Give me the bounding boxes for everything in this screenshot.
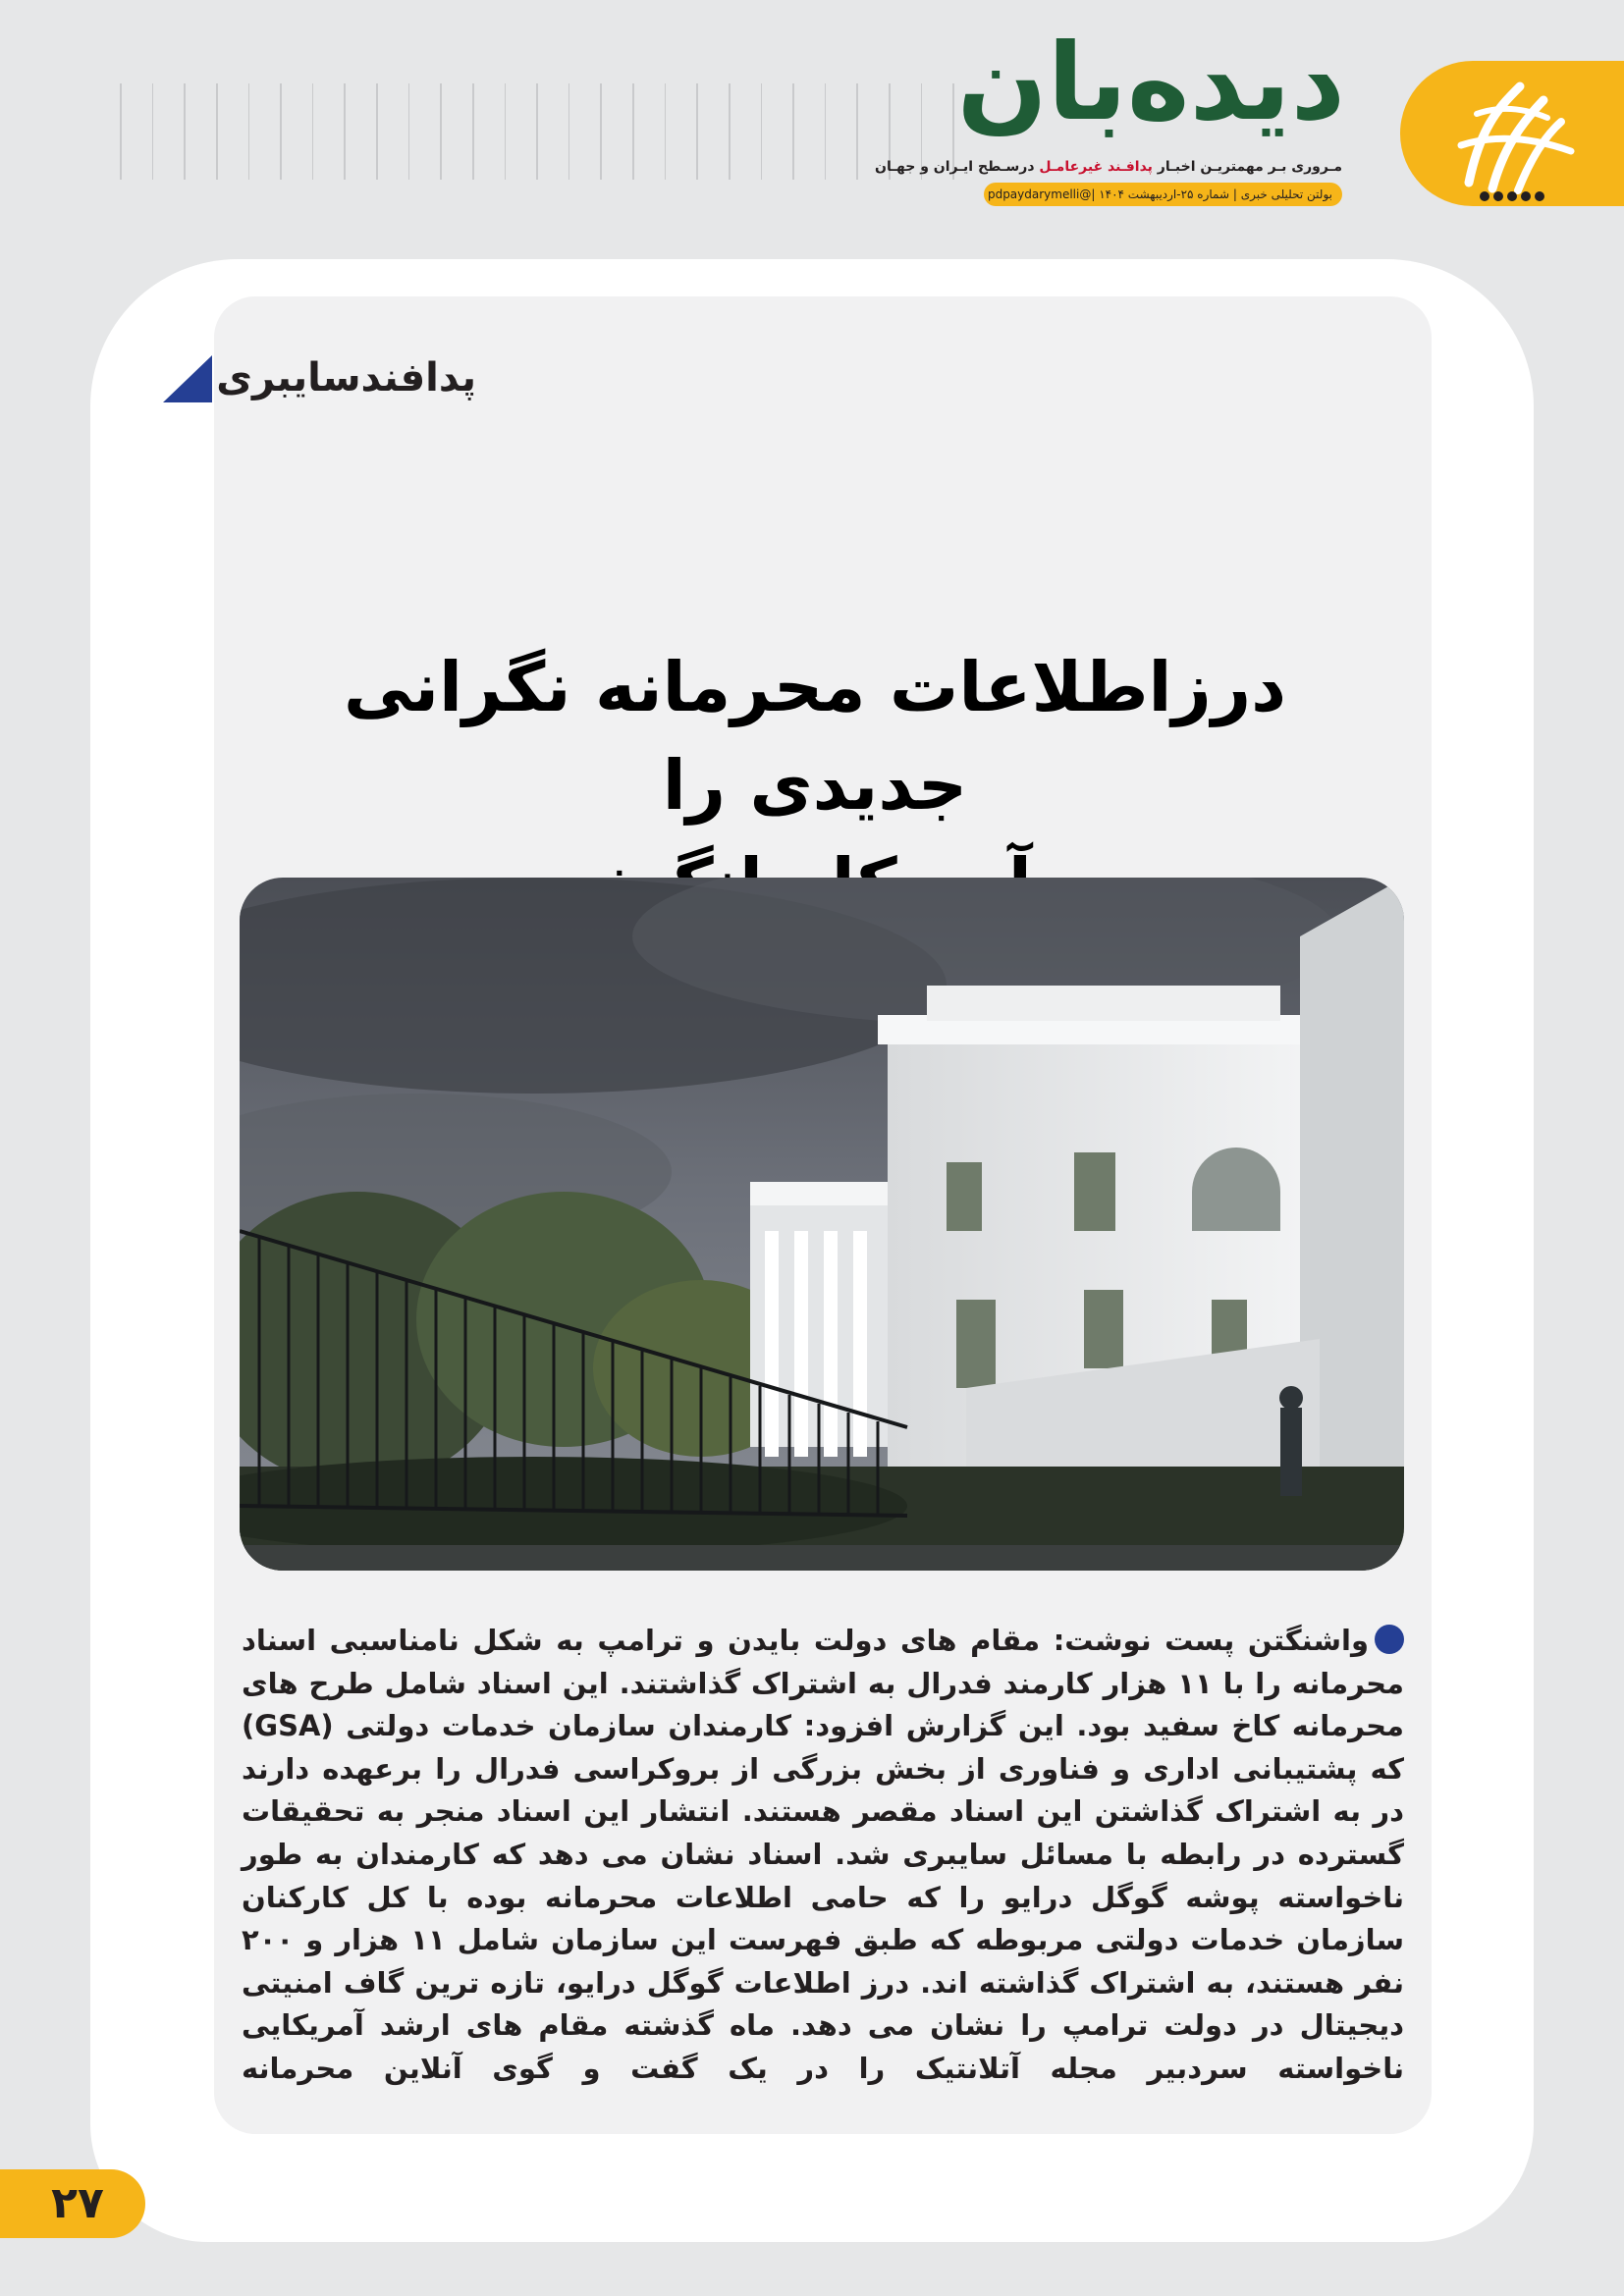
section-tag: پدافندسایبری [216,355,476,400]
corner-logo-badge [1400,61,1624,206]
masthead-logo: دیده‌بان [956,22,1345,144]
social-handle: @pdpaydarymelli [987,187,1092,201]
headline-line-1: درزاطلاعات محرمانه نگرانی جدیدی را [343,647,1287,826]
header-decorative-stripes [120,83,954,180]
white-house-photo [240,878,1404,1571]
tagline-before: مـروری بـر مهمتریـن اخبـار [1157,159,1342,175]
bulletin-info: بولتن تحلیلی خبری | شماره ۲۵-اردیبهشت ۱۴۰۴ | [1091,187,1332,201]
bulletin-info-bar [984,183,1342,206]
paragraph-bullet-icon [1375,1625,1404,1654]
article-photo [240,878,1404,1571]
tagline-after: درسـطح ایـران و جهـان [875,159,1035,175]
article-body [242,1620,1404,2091]
corner-logo-icon [1441,67,1589,204]
masthead-tagline [875,159,1342,175]
article-body-text: واشنگتن پست نوشت: مقام های دولت بایدن و ترامپ به شکل نامناسبی اسناد محرمانه را با ۱۱ هزار کارمند فدرال به اشتراک گذاشتند. این اسناد شامل طرح های محرمانه کاخ سفید بود. این گزارش افزود: کارمندان سازمان خدمات دولتی (GSA) که پشتیبانی اداری و فناوری از بخش بزرگی از بروکراسی فدرال را برعهده دارند در به اشتراک گذاشتن این اسناد مقصر هستند. انتشار این اسناد منجر به تحقیقات گسترده در رابطه با مسائل سایبری شد. اسناد نشان می دهد که کارمندان به طور ناخواسته پوشه گوگل درایو را که حامی اطلاعات محرمانه بوده با کل کارکنان سازمان خدمات دولتی مربوطه که طبق فهرست این سازمان شامل ۱۱ هزار و ۲۰۰ نفر هستند، به اشتراک گذاشته اند. درز اطلاعات گوگل درایو، تازه ترین گاف امنیتی دیجیتال در دولت ترامپ را نشان می دهد. ماه گذشته مقام های ارشد آمریکایی ناخواسته سردبیر مجله آتلانتیک را در یک گفت و گوی آنلاین محرمانه [242,1624,1405,2085]
tagline-highlight: پدافـند غیرعامـل [1039,159,1153,175]
page-number: ۲۷ [0,2169,145,2238]
